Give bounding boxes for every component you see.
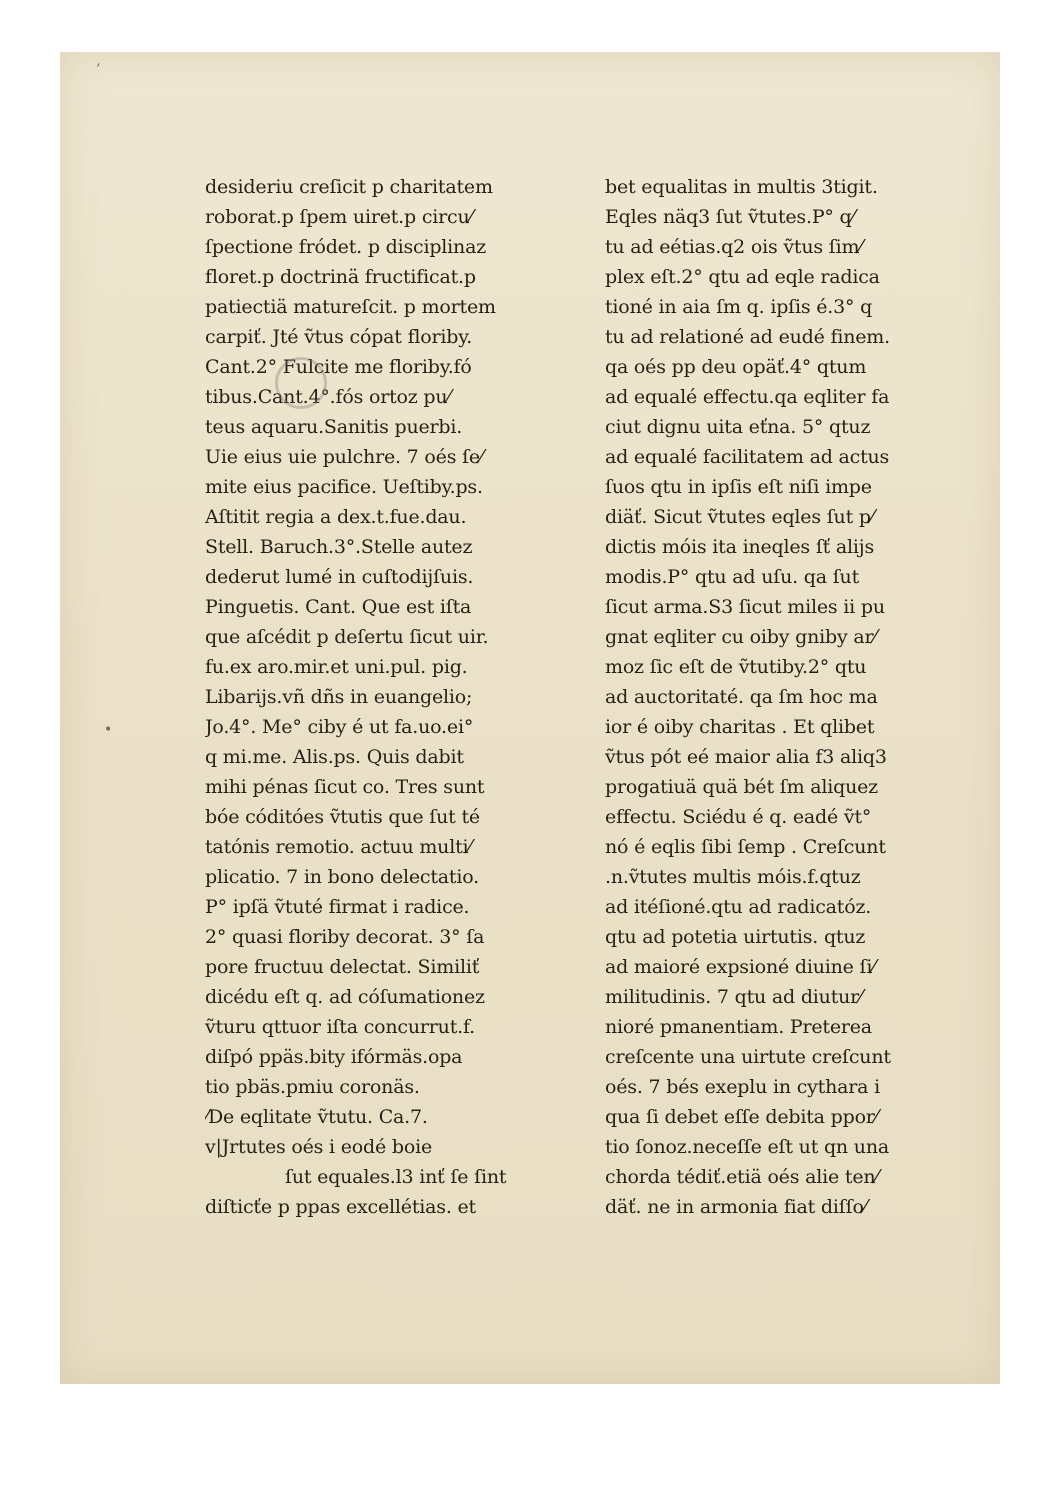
right-column-line: qa oés pp deu opäť.4° qtum — [605, 356, 867, 378]
left-column-line: Aſtitit regia a dex.t.fue.dau. — [205, 506, 467, 528]
left-column-line: patiectiä matureſcit. p mortem — [205, 296, 496, 318]
left-column-line: mihi pénas ſicut co. Tres sunt — [205, 776, 485, 798]
left-column-line: desideriu creſicit p charitatem — [205, 176, 493, 198]
right-column-line: progatiuä quä bét ſm aliquez — [605, 776, 878, 798]
right-column-line: ṽtus pót eé maior alia f3 aliq3 — [605, 746, 887, 768]
left-column-line: ṽturu qttuor iſta concurrut.f. — [205, 1016, 475, 1038]
right-column-line: gnat eqliter cu oiby gniby ar⁄ — [605, 626, 877, 648]
left-column-line: diſticťe p ppas excellétias. et — [205, 1196, 476, 1218]
margin-dot-mark: • — [104, 722, 113, 738]
left-column-line: ſpectione fródet. p disciplinaz — [205, 236, 487, 258]
right-column-line: bet equalitas in multis 3tigit. — [605, 176, 878, 198]
right-column-line: tio ſonoz.neceſſe eſt ut qn una — [605, 1136, 890, 1158]
left-column-line: bóe códitóes ṽtutis que ſut té — [205, 806, 480, 828]
left-column-line: fu.ex aro.mir.et uni.pul. pig. — [205, 656, 468, 678]
right-column-line: diäť. Sicut ṽtutes eqles ſut p⁄ — [605, 506, 874, 528]
left-column-line: mite eius pacifice. Ueſtiby.ps. — [205, 476, 483, 498]
left-column-line: tibus.Cant.4°.fós ortoz pu⁄ — [205, 386, 451, 408]
left-column-line: teus aquaru.Sanitis puerbi. — [205, 416, 463, 438]
right-column-line: plex eſt.2° qtu ad eqle radica — [605, 266, 880, 288]
right-column-line: ad auctoritaté. qa ſm hoc ma — [605, 686, 878, 708]
right-column-line: oés. 7 bés exeplu in cythara i — [605, 1076, 881, 1098]
right-column-line: ad itéſioné.qtu ad radicatóz. — [605, 896, 872, 918]
watermark-copyright-symbol — [275, 357, 327, 409]
left-column-line: carpiť. Jté ṽtus cópat floriby. — [205, 326, 473, 348]
left-column-line: dicédu eſt q. ad cóſumationez — [205, 986, 485, 1008]
right-column-line: ior é oiby charitas . Et qlibet — [605, 716, 875, 738]
right-column-line: Eqles näq3 ſut ṽtutes.P° q⁄ — [605, 206, 855, 228]
right-column-line: däť. ne in armonia fiat diſſo⁄ — [605, 1196, 867, 1218]
right-column-line: dictis móis ita ineqles ſť alijs — [605, 536, 875, 558]
right-column-line: creſcente una uirtute creſcunt — [605, 1046, 891, 1068]
left-column-line: q mi.me. Alis.ps. Quis dabit — [205, 746, 464, 768]
right-column-line: qua ſi debet eſſe debita ppor⁄ — [605, 1106, 878, 1128]
right-column-line: qtu ad potetia uirtutis. qtuz — [605, 926, 866, 948]
left-column-line: tatónis remotio. actuu multi⁄ — [205, 836, 472, 858]
left-column-line: floret.p doctrinä fructificat.p — [205, 266, 476, 288]
right-column-line: ciut dignu uita eťna. 5° qtuz — [605, 416, 871, 438]
page-corner-mark: ’ — [96, 62, 101, 78]
left-column-line: tio pbäs.pmiu coronäs. — [205, 1076, 420, 1098]
right-column-line: ad maioré expsioné diuine ſi⁄ — [605, 956, 876, 978]
right-column-line: modis.P° qtu ad uſu. qa ſut — [605, 566, 860, 588]
left-column-line: 2° quasi floriby decorat. 3° ſa — [205, 926, 485, 948]
left-column-line: roborat.p ſpem uiret.p circu⁄ — [205, 206, 473, 228]
left-column-line: diſpó ppäs.bity ifórmäs.opa — [205, 1046, 463, 1068]
right-column-line: nó é eqlis ſibi ſemp . Creſcunt — [605, 836, 886, 858]
left-column-line: que aſcédit p deſertu ſicut uir. — [205, 626, 489, 648]
right-text-column — [605, 172, 950, 1222]
left-column-line: Libarijs.vñ dñs in euangelio; — [205, 686, 473, 708]
right-column-line: .n.ṽtutes multis móis.f.qtuz — [605, 866, 861, 888]
manuscript-leaf — [60, 52, 1000, 1384]
left-column-line: pore fructuu delectat. Similiť — [205, 956, 480, 978]
left-column-line: Jo.4°. Me° ciby é ut fa.uo.ei° — [205, 716, 474, 738]
right-column-line: militudinis. 7 qtu ad diutur⁄ — [605, 986, 863, 1008]
left-column-line: Cant.2° Fulcite me floriby.fó — [205, 356, 472, 378]
right-column-line: tioné in aia ſm q. ipſis é.3° q — [605, 296, 873, 318]
left-column-line: ⁄De eqlitate ṽtutu. Ca.7. — [205, 1106, 428, 1128]
right-column-line: ſicut arma.S3 ſicut miles ii pu — [605, 596, 885, 618]
right-column-line: effectu. Sciédu é q. eadé ṽt° — [605, 806, 872, 828]
right-column-line: tu ad eétias.q2 ois ṽtus ſim⁄ — [605, 236, 863, 258]
right-column-line: ſuos qtu in ipſis eſt niſi impe — [605, 476, 872, 498]
left-column-line: ſut equales.l3 inť ſe ſint — [285, 1166, 507, 1188]
left-column-line: v|Jrtutes oés i eodé boie — [205, 1136, 433, 1158]
left-column-line: Pinguetis. Cant. Que est iſta — [205, 596, 472, 618]
left-text-column — [205, 172, 550, 1222]
left-column-line: Uie eius uie pulchre. 7 oés ſe⁄ — [205, 446, 483, 468]
left-column-line: P° ipſä ṽtuté firmat i radice. — [205, 896, 470, 918]
left-column-line: Stell. Baruch.3°.Stelle autez — [205, 536, 473, 558]
right-column-line: tu ad relationé ad eudé finem. — [605, 326, 890, 348]
right-column-line: ad equalé effectu.qa eqliter fa — [605, 386, 890, 408]
left-column-line: dederut lumé in cuſtodijſuis. — [205, 566, 474, 588]
right-column-line: ad equalé facilitatem ad actus — [605, 446, 890, 468]
right-column-line: chorda tédiť.etiä oés alie ten⁄ — [605, 1166, 879, 1188]
left-column-line: plicatio. 7 in bono delectatio. — [205, 866, 479, 888]
right-column-line: nioré pmanentiam. Preterea — [605, 1016, 872, 1038]
right-column-line: moz ſic eſt de ṽtutiby.2° qtu — [605, 656, 867, 678]
